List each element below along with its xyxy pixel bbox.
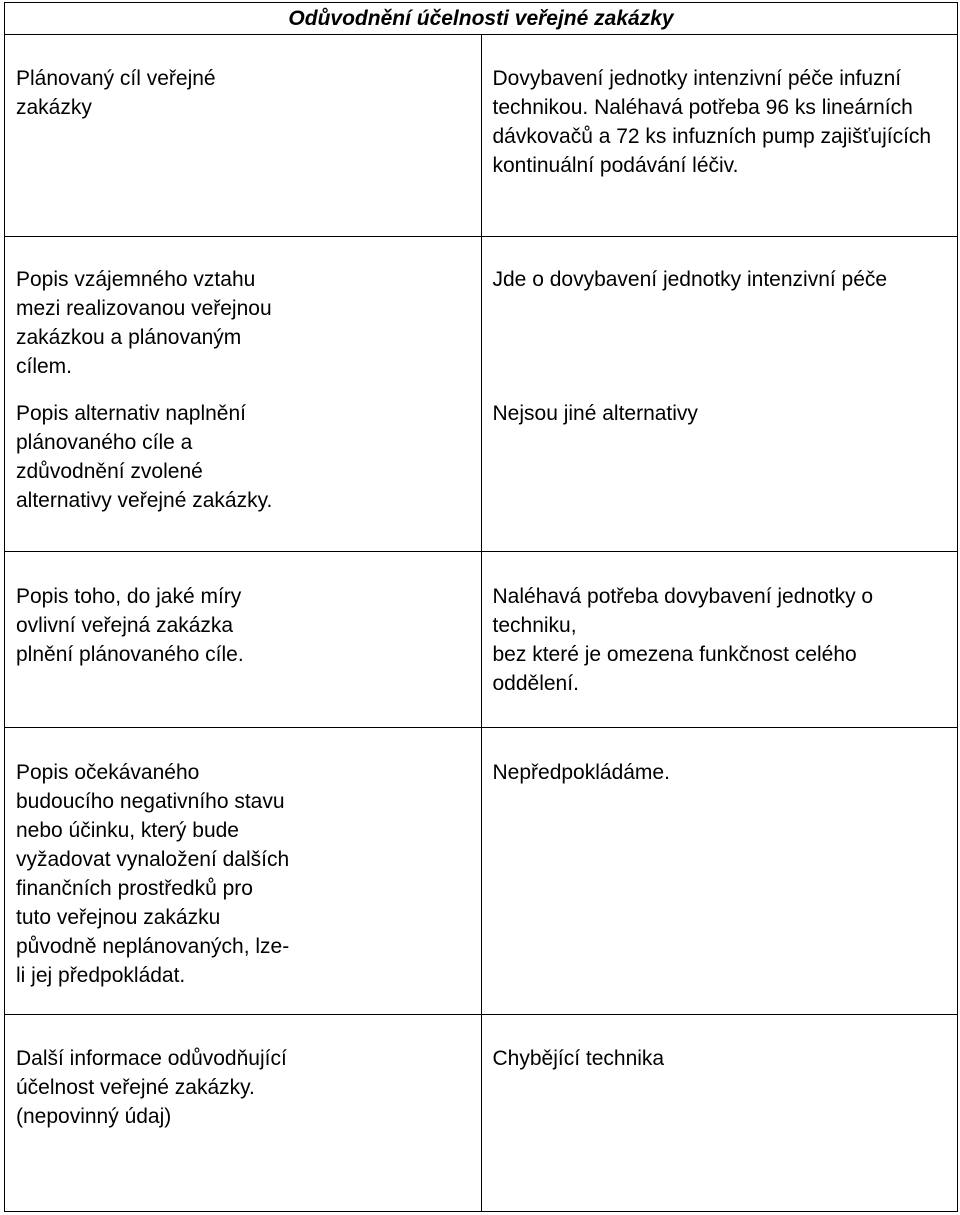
row-value: Dovybavení jednotky intenzivní péče infuzní technikou. Naléhavá potřeba 96 ks lineárních dávkovačů a 72 ks infuzních pump zajišťujících kontinuální podávání léčiv. [492,67,932,177]
table-title-cell [5,3,958,35]
justification-table [4,2,958,1212]
label-cell [5,35,482,237]
row-value: Jde o dovybavení jednotky intenzivní péče [492,268,888,291]
value-cell [481,35,958,237]
table-row-goal-impact [5,552,958,728]
table-row-additional-info [5,1015,958,1212]
value-cell [481,237,958,552]
table-title: Odůvodnění účelnosti veřejné zakázky [288,7,674,30]
row-label: Popis očekávaného budoucího negativního stavu nebo účinku, který bude vyžadovat vynaložení dalších finančních prostředků pro tuto veřejnou zakázku původně neplánovaných, lze- li jej předpokládat. [16,761,290,987]
table-row-negative-state [5,728,958,1015]
label-cell [5,728,482,1015]
row-label: Popis vzájemného vztahu mezi realizovanou veřejnou zakázkou a plánovaným cílem. [16,268,272,378]
row-label: Popis toho, do jaké míry ovlivní veřejná zakázka plnění plánovaného cíle. [16,585,244,666]
value-cell [481,728,958,1015]
row-label: Další informace odůvodňující účelnost veřejné zakázky. (nepovinný údaj) [16,1047,287,1128]
table-row-planned-goal [5,35,958,237]
row-value: Naléhavá potřeba dovybavení jednotky o techniku, bez které je omezena funkčnost celého oddělení. [492,585,874,695]
value-cell [481,1015,958,1212]
label-cell [5,552,482,728]
title-row [5,3,958,35]
row-value-secondary: Nejsou jiné alternativy [492,402,698,425]
row-label: Plánovaný cíl veřejné zakázky [16,67,216,119]
label-cell [5,1015,482,1212]
table-row-relation-alternatives [5,237,958,552]
row-value: Chybějící technika [492,1047,665,1070]
value-cell [481,552,958,728]
label-cell [5,237,482,552]
row-label-secondary: Popis alternativ naplnění plánovaného cíle a zdůvodnění zvolené alternativy veřejné zakázky. [16,402,273,512]
row-value: Nepředpokládáme. [492,761,670,784]
